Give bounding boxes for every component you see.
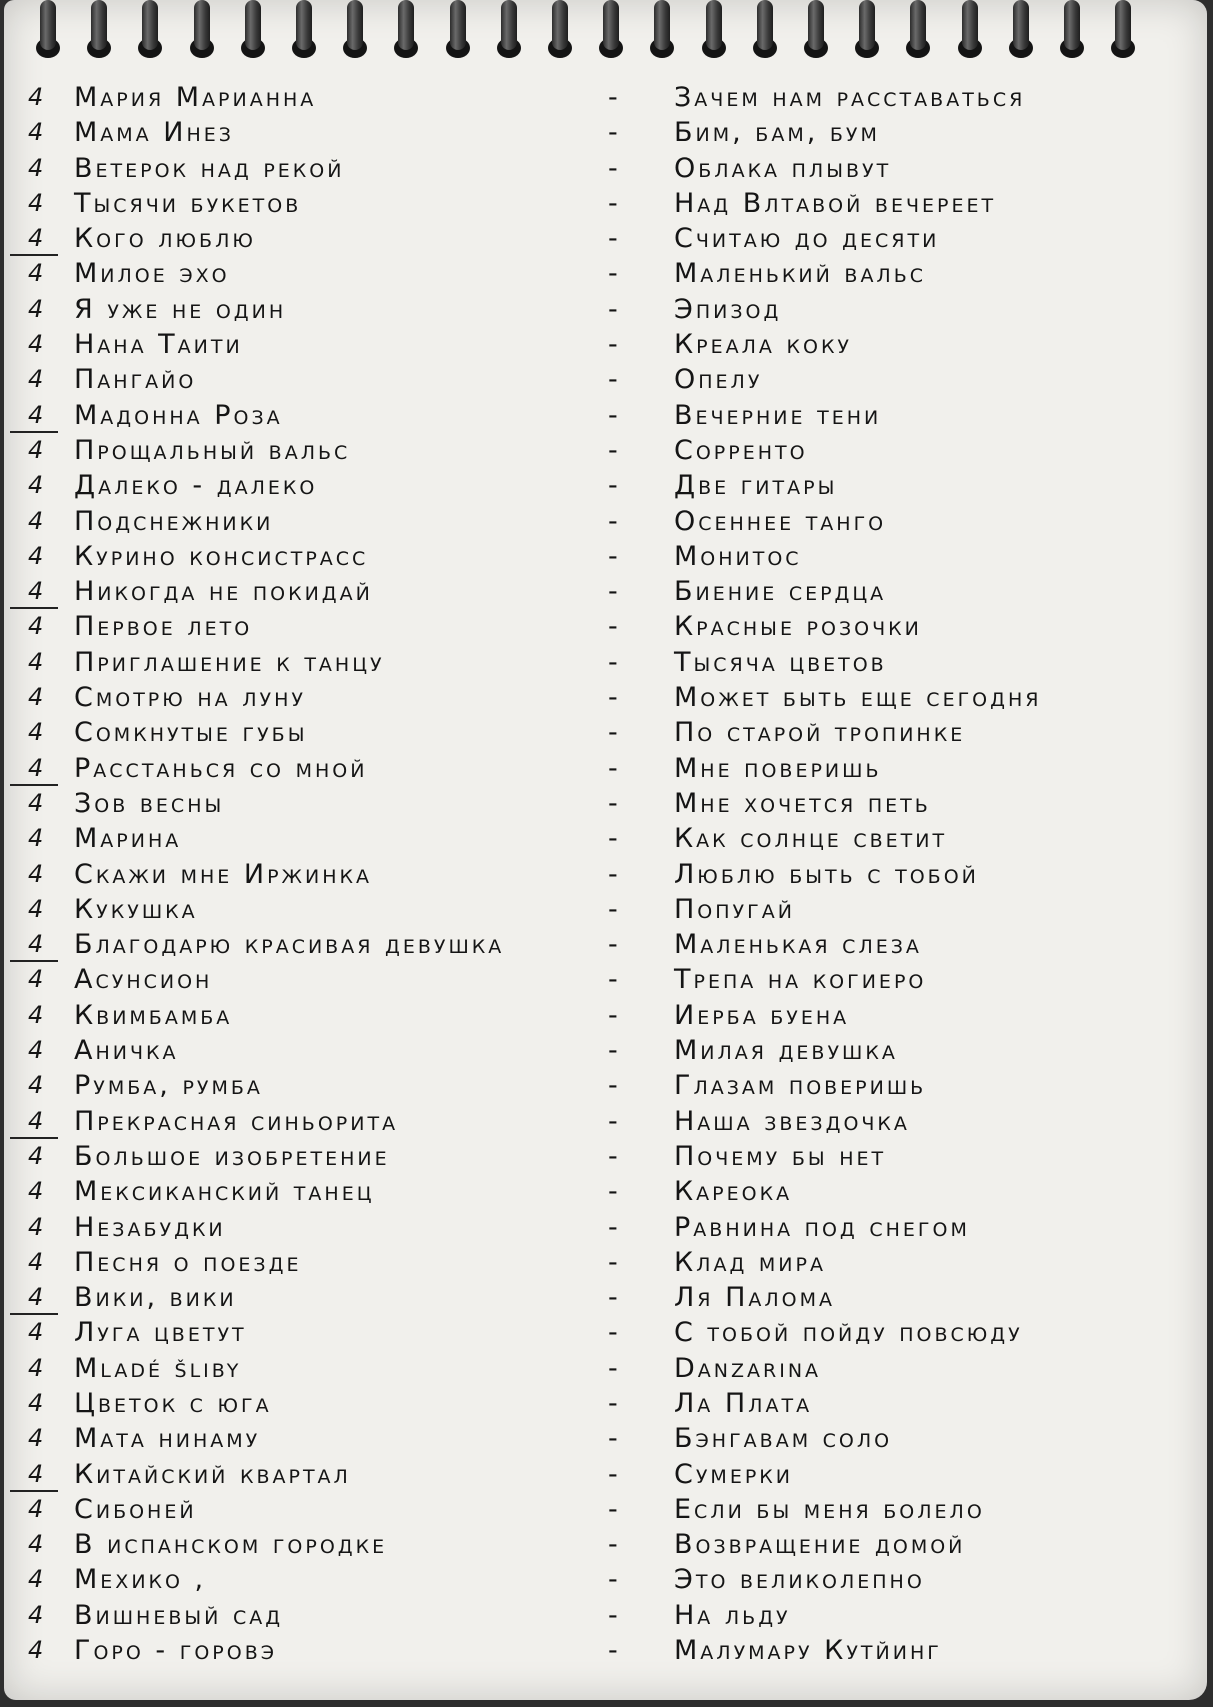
- spiral-ring: [40, 0, 56, 50]
- list-item: [4, 292, 1207, 327]
- right-title: Danzarina: [674, 1352, 822, 1384]
- left-title: Горо - горовэ: [74, 1635, 277, 1667]
- list-item: [4, 1421, 1207, 1456]
- spiral-ring: [501, 0, 517, 50]
- separator-dash: -: [608, 1635, 618, 1667]
- right-title: По старой тропинке: [674, 717, 966, 749]
- right-title: Глазам поверишь: [674, 1070, 927, 1102]
- list-item: [4, 786, 1207, 821]
- right-title: Равнина под снегом: [674, 1211, 970, 1243]
- list-item: [4, 433, 1207, 468]
- right-title: Милая девушка: [674, 1035, 898, 1067]
- left-title: Аничка: [74, 1035, 179, 1067]
- left-title: Mladé šliby: [74, 1352, 242, 1384]
- row-mark: 4: [28, 894, 44, 923]
- list-item: [4, 1457, 1207, 1492]
- left-title: Большое изобретение: [74, 1140, 390, 1172]
- separator-dash: -: [608, 576, 618, 608]
- separator-dash: -: [608, 117, 618, 149]
- right-title: Кареока: [674, 1176, 793, 1208]
- row-mark: 4: [28, 577, 44, 606]
- left-title: Мексиканский танец: [74, 1176, 375, 1208]
- spiral-ring: [347, 0, 363, 50]
- right-title: Опелу: [674, 364, 763, 396]
- separator-dash: -: [608, 364, 618, 396]
- row-mark: 4: [28, 647, 44, 676]
- left-title: Мама Инез: [74, 117, 234, 149]
- left-title: Прекрасная синьорита: [74, 1105, 399, 1137]
- left-title: Благодарю красивая девушка: [74, 929, 505, 961]
- right-title: Осеннее танго: [674, 505, 887, 537]
- left-title: Далеко - далеко: [74, 470, 318, 502]
- list-item: [4, 1210, 1207, 1245]
- list-item: [4, 1280, 1207, 1315]
- list-item: [4, 1386, 1207, 1421]
- row-mark: 4: [28, 153, 44, 182]
- right-title: Мне хочется петь: [674, 787, 931, 819]
- row-mark: 4: [28, 330, 44, 359]
- left-title: Подснежники: [74, 505, 274, 537]
- left-title: Луга цветут: [74, 1317, 247, 1349]
- row-mark: 4: [28, 471, 44, 500]
- row-mark: 4: [28, 118, 44, 147]
- right-title: Красные розочки: [674, 611, 922, 643]
- right-title: Трепа на когиеро: [674, 964, 927, 996]
- list-item: [4, 221, 1207, 256]
- right-title: Клад мира: [674, 1246, 826, 1278]
- spiral-ring: [706, 0, 722, 50]
- separator-dash: -: [608, 752, 618, 784]
- separator-dash: -: [608, 1458, 618, 1490]
- left-title: Песня о поезде: [74, 1246, 302, 1278]
- right-title: Люблю быть с тобой: [674, 858, 979, 890]
- list-item: [4, 362, 1207, 397]
- list-item: [4, 1033, 1207, 1068]
- row-mark: 4: [28, 435, 44, 464]
- row-mark: 4: [28, 1424, 44, 1453]
- left-title: Нана Таити: [74, 329, 243, 361]
- separator-dash: -: [608, 399, 618, 431]
- separator-dash: -: [608, 1140, 618, 1172]
- row-mark: 4: [28, 541, 44, 570]
- list-item: [4, 645, 1207, 680]
- left-title: Мадонна Роза: [74, 399, 283, 431]
- right-title: На льду: [674, 1599, 791, 1631]
- separator-dash: -: [608, 611, 618, 643]
- list-item: [4, 574, 1207, 609]
- row-mark: 4: [28, 1388, 44, 1417]
- row-mark: 4: [28, 365, 44, 394]
- spiral-ring: [603, 0, 619, 50]
- separator-dash: -: [608, 1176, 618, 1208]
- right-title: Иерба буена: [674, 999, 850, 1031]
- separator-dash: -: [608, 999, 618, 1031]
- right-title: Маленький вальс: [674, 258, 927, 290]
- list-item: [4, 1527, 1207, 1562]
- left-title: Сомкнутые губы: [74, 717, 308, 749]
- left-title: Никогда не покидай: [74, 576, 373, 608]
- list-item: [4, 680, 1207, 715]
- list-item: [4, 504, 1207, 539]
- separator-dash: -: [608, 434, 618, 466]
- row-mark: 4: [28, 965, 44, 994]
- separator-dash: -: [608, 1035, 618, 1067]
- left-title: Незабудки: [74, 1211, 226, 1243]
- left-title: Кукушка: [74, 893, 198, 925]
- right-title: Как солнце светит: [674, 823, 948, 855]
- list-item: [4, 1245, 1207, 1280]
- list-item: [4, 256, 1207, 291]
- list-item: [4, 751, 1207, 786]
- left-title: Кого люблю: [74, 223, 256, 255]
- song-list: [4, 80, 1207, 1668]
- spiral-ring: [1064, 0, 1080, 50]
- left-title: Цветок с юга: [74, 1387, 272, 1419]
- left-title: Асунсион: [74, 964, 213, 996]
- separator-dash: -: [608, 858, 618, 890]
- right-title: Мне поверишь: [674, 752, 882, 784]
- separator-dash: -: [608, 540, 618, 572]
- list-item: [4, 1633, 1207, 1668]
- row-mark: 4: [28, 224, 44, 253]
- row-mark: 4: [28, 1071, 44, 1100]
- list-item: [4, 1139, 1207, 1174]
- right-title: Почему бы нет: [674, 1140, 887, 1172]
- left-title: Мата нинаму: [74, 1423, 261, 1455]
- right-title: Малумару Кутйинг: [674, 1635, 942, 1667]
- spiral-ring: [91, 0, 107, 50]
- list-item: [4, 1104, 1207, 1139]
- left-title: Квимбамба: [74, 999, 233, 1031]
- separator-dash: -: [608, 823, 618, 855]
- row-mark: 4: [28, 1353, 44, 1382]
- list-item: [4, 962, 1207, 997]
- list-item: [4, 892, 1207, 927]
- row-mark: 4: [28, 1494, 44, 1523]
- right-title: Возвращение домой: [674, 1529, 966, 1561]
- row-mark: 4: [28, 824, 44, 853]
- separator-dash: -: [608, 1282, 618, 1314]
- right-title: Это великолепно: [674, 1564, 925, 1596]
- right-title: Бэнгавам соло: [674, 1423, 893, 1455]
- left-title: Курино консистрасс: [74, 540, 369, 572]
- row-mark: 4: [28, 859, 44, 888]
- left-title: В испанском городке: [74, 1529, 388, 1561]
- row-mark: 4: [28, 188, 44, 217]
- separator-dash: -: [608, 929, 618, 961]
- spiral-ring: [245, 0, 261, 50]
- row-mark: 4: [28, 683, 44, 712]
- left-title: Расстанься со мной: [74, 752, 368, 784]
- row-mark: 4: [28, 1636, 44, 1665]
- row-mark: 4: [28, 1318, 44, 1347]
- spiral-ring: [552, 0, 568, 50]
- left-title: Я уже не один: [74, 293, 287, 325]
- left-title: Первое лето: [74, 611, 253, 643]
- list-item: [4, 927, 1207, 962]
- separator-dash: -: [608, 787, 618, 819]
- left-title: Скажи мне Иржинка: [74, 858, 372, 890]
- list-item: [4, 80, 1207, 115]
- separator-dash: -: [608, 682, 618, 714]
- separator-dash: -: [608, 1211, 618, 1243]
- right-title: Монитос: [674, 540, 802, 572]
- spiral-ring: [654, 0, 670, 50]
- right-title: Вечерние тени: [674, 399, 882, 431]
- list-item: [4, 115, 1207, 150]
- right-title: Маленькая слеза: [674, 929, 922, 961]
- left-title: Мехико ,: [74, 1564, 207, 1596]
- left-title: Марина: [74, 823, 182, 855]
- list-item: [4, 1598, 1207, 1633]
- row-mark: 4: [28, 930, 44, 959]
- right-title: Над Влтавой вечереет: [674, 187, 997, 219]
- right-title: Тысяча цветов: [674, 646, 887, 678]
- list-item: [4, 821, 1207, 856]
- spiral-ring: [910, 0, 926, 50]
- separator-dash: -: [608, 1070, 618, 1102]
- left-title: Смотрю на луну: [74, 682, 306, 714]
- row-mark: 4: [28, 259, 44, 288]
- left-title: Румба, румба: [74, 1070, 263, 1102]
- list-item: [4, 1351, 1207, 1386]
- separator-dash: -: [608, 293, 618, 325]
- list-item: [4, 1174, 1207, 1209]
- left-title: Прощальный вальс: [74, 434, 351, 466]
- right-title: Считаю до десяти: [674, 223, 940, 255]
- separator-dash: -: [608, 964, 618, 996]
- right-title: Биение сердца: [674, 576, 887, 608]
- spiral-ring: [194, 0, 210, 50]
- right-title: С тобой пойду повсюду: [674, 1317, 1023, 1349]
- right-title: Наша звездочка: [674, 1105, 910, 1137]
- row-mark: 4: [28, 1600, 44, 1629]
- separator-dash: -: [608, 1564, 618, 1596]
- spiral-ring: [398, 0, 414, 50]
- separator-dash: -: [608, 1599, 618, 1631]
- separator-dash: -: [608, 1423, 618, 1455]
- spiral-ring: [808, 0, 824, 50]
- spiral-ring: [1013, 0, 1029, 50]
- separator-dash: -: [608, 1105, 618, 1137]
- separator-dash: -: [608, 1493, 618, 1525]
- right-title: Ля Палома: [674, 1282, 836, 1314]
- spiral-ring: [142, 0, 158, 50]
- right-title: Креала коку: [674, 329, 853, 361]
- row-mark: 4: [28, 1565, 44, 1594]
- list-item: [4, 1492, 1207, 1527]
- separator-dash: -: [608, 893, 618, 925]
- right-title: Попугай: [674, 893, 795, 925]
- list-item: [4, 327, 1207, 362]
- row-mark: 4: [28, 400, 44, 429]
- separator-dash: -: [608, 258, 618, 290]
- list-item: [4, 857, 1207, 892]
- row-mark: 4: [28, 718, 44, 747]
- row-mark: 4: [28, 1177, 44, 1206]
- separator-dash: -: [608, 152, 618, 184]
- right-title: Ла Плата: [674, 1387, 813, 1419]
- row-mark: 4: [28, 83, 44, 111]
- separator-dash: -: [608, 1387, 618, 1419]
- right-title: Если бы меня болело: [674, 1493, 985, 1525]
- notebook-page: [4, 0, 1207, 1700]
- spiral-ring: [962, 0, 978, 50]
- separator-dash: -: [608, 1529, 618, 1561]
- right-title: Сумерки: [674, 1458, 793, 1490]
- right-title: Эпизод: [674, 293, 782, 325]
- row-mark: 4: [28, 1141, 44, 1170]
- spiral-ring: [1115, 0, 1131, 50]
- left-title: Милое эхо: [74, 258, 230, 290]
- list-item: [4, 715, 1207, 750]
- row-mark: 4: [28, 1212, 44, 1241]
- left-title: Вики, вики: [74, 1282, 237, 1314]
- right-title: Зачем нам расставаться: [674, 82, 1026, 113]
- left-title: Тысячи букетов: [74, 187, 302, 219]
- left-title: Пангайо: [74, 364, 197, 396]
- row-mark: 4: [28, 1247, 44, 1276]
- right-title: Сорренто: [674, 434, 808, 466]
- row-mark: 4: [28, 753, 44, 782]
- row-mark: 4: [28, 788, 44, 817]
- list-item: [4, 468, 1207, 503]
- list-item: [4, 609, 1207, 644]
- right-title: Может быть еще сегодня: [674, 682, 1042, 714]
- list-item: [4, 1068, 1207, 1103]
- spiral-ring: [757, 0, 773, 50]
- list-item: [4, 1315, 1207, 1350]
- row-mark: 4: [28, 294, 44, 323]
- separator-dash: -: [608, 223, 618, 255]
- spiral-ring: [296, 0, 312, 50]
- left-title: Приглашение к танцу: [74, 646, 385, 678]
- left-title: Китайский квартал: [74, 1458, 351, 1490]
- separator-dash: -: [608, 717, 618, 749]
- separator-dash: -: [608, 505, 618, 537]
- row-mark: 4: [28, 1283, 44, 1312]
- spiral-ring: [450, 0, 466, 50]
- separator-dash: -: [608, 329, 618, 361]
- left-title: Сибоней: [74, 1493, 197, 1525]
- separator-dash: -: [608, 1246, 618, 1278]
- row-mark: 4: [28, 1036, 44, 1065]
- separator-dash: -: [608, 82, 618, 113]
- separator-dash: -: [608, 187, 618, 219]
- right-title: Бим, бам, бум: [674, 117, 880, 149]
- list-item: [4, 539, 1207, 574]
- spiral-ring: [859, 0, 875, 50]
- separator-dash: -: [608, 470, 618, 502]
- list-item: [4, 398, 1207, 433]
- list-item: [4, 998, 1207, 1033]
- row-mark: 4: [28, 506, 44, 535]
- row-mark: 4: [28, 1530, 44, 1559]
- right-title: Две гитары: [674, 470, 838, 502]
- left-title: Вишневый сад: [74, 1599, 284, 1631]
- separator-dash: -: [608, 1317, 618, 1349]
- row-mark: 4: [28, 612, 44, 641]
- separator-dash: -: [608, 1352, 618, 1384]
- list-item: [4, 151, 1207, 186]
- left-title: Мария Марианна: [74, 82, 317, 113]
- row-mark: 4: [28, 1106, 44, 1135]
- list-item: [4, 186, 1207, 221]
- separator-dash: -: [608, 646, 618, 678]
- left-title: Ветерок над рекой: [74, 152, 345, 184]
- row-mark: 4: [28, 1000, 44, 1029]
- list-item: [4, 1562, 1207, 1597]
- right-title: Облака плывут: [674, 152, 892, 184]
- left-title: Зов весны: [74, 787, 225, 819]
- spiral-binding: [4, 0, 1207, 64]
- row-mark: 4: [28, 1459, 44, 1488]
